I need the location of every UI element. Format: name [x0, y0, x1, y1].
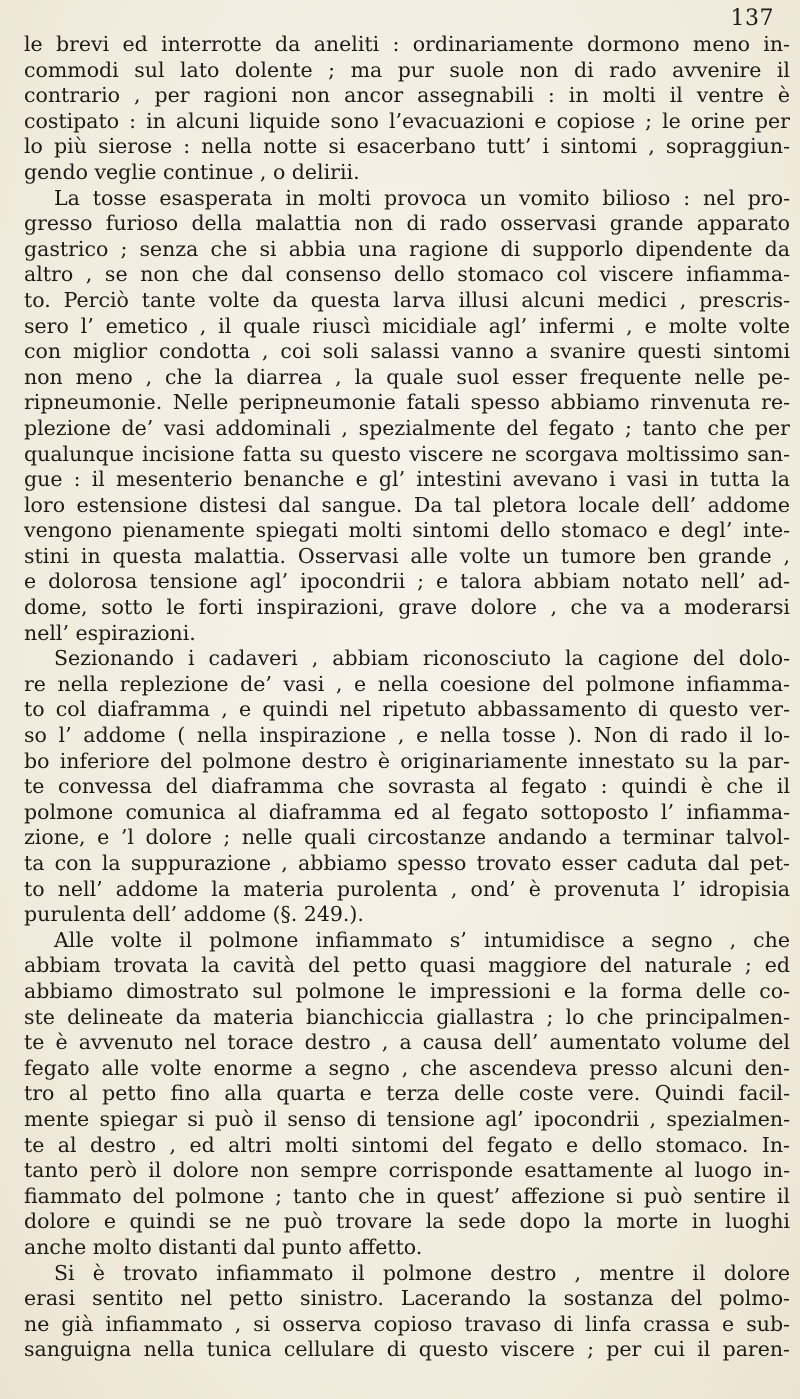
text-line: so l’ addome ( nella inspirazione , e nella tosse ). Non di rado il lo- — [24, 723, 790, 748]
text-line: non meno , che la diarrea , la quale suol esser frequente nelle pe- — [24, 364, 790, 389]
text-line: abbiam trovata la cavità del petto quasi maggiore del naturale ; ed — [24, 953, 790, 978]
text-line: te al destro , ed altri molti sintomi del fegato e dello stomaco. In- — [24, 1132, 790, 1157]
text-line: zione, e ’l dolore ; nelle quali circostanze andando a terminar talvol- — [24, 825, 790, 850]
text-line: fiammato del polmone ; tanto che in quest’ affezione si può sentire il — [24, 1183, 790, 1208]
text-line: plezione de’ vasi addominali , spezialmente del fegato ; tanto che per — [24, 415, 790, 440]
page-number: 137 — [730, 6, 774, 31]
text-line: te convessa del diaframma che sovrasta al fegato : quindi è che il — [24, 774, 790, 799]
text-line: tro al petto fino alla quarta e terza delle coste vere. Quindi facil- — [24, 1081, 790, 1106]
text-line: abbiamo dimostrato sul polmone le impressioni e la forma delle co- — [24, 978, 790, 1003]
text-line: le brevi ed interrotte da aneliti : ordinariamente dormono meno in- — [24, 32, 790, 56]
body-text — [24, 32, 790, 1363]
text-line: polmone comunica al diaframma ed al fegato sottoposto l’ infiamma- — [24, 799, 790, 824]
text-line: sero l’ emetico , il quale riuscì micidiale agl’ infermi , e molte volte — [24, 313, 790, 338]
text-line: altro , se non che dal consenso dello stomaco col viscere infiamma- — [24, 262, 790, 287]
text-line: dome, sotto le forti inspirazioni, grave dolore , che va a moderarsi — [24, 595, 790, 620]
text-line: te è avvenuto nel torace destro , a causa dell’ aumentato volume del — [24, 1030, 790, 1055]
text-line: Sezionando i cadaveri , abbiam riconosciuto la cagione del dolo- — [54, 646, 790, 671]
text-line: loro estensione distesi dal sangue. Da tal pletora locale dell’ addome — [24, 492, 790, 517]
text-line: to. Perciò tante volte da questa larva illusi alcuni medici , prescris- — [24, 287, 790, 312]
text-line: ne già infiammato , si osserva copioso travaso di linfa crassa e sub- — [24, 1311, 790, 1336]
text-line: dolore e quindi se ne può trovare la sede dopo la morte in luoghi — [24, 1209, 790, 1234]
text-line: erasi sentito nel petto sinistro. Lacerando la sostanza del polmo- — [24, 1286, 790, 1311]
text-line: to nell’ addome la materia purolenta , ond’ è provenuta l’ idropisia — [24, 876, 790, 901]
text-line: ste delineate da materia bianchiccia giallastra ; lo che principalmen- — [24, 1004, 790, 1029]
text-line: gendo veglie continue , o delirii. — [24, 159, 360, 184]
text-line: nell’ espirazioni. — [24, 620, 196, 645]
text-line: qualunque incisione fatta su questo viscere ne scorgava moltissimo san- — [24, 441, 790, 466]
text-line: ripneumonie. Nelle peripneumonie fatali spesso abbiamo rinvenuta re- — [24, 390, 790, 415]
text-line: e dolorosa tensione agl’ ipocondrii ; e talora abbiam notato nell’ ad- — [24, 569, 790, 594]
text-line: vengono pienamente spiegati molti sintomi dello stomaco e degl’ inte- — [24, 518, 790, 543]
text-line: purulenta dell’ addome (§. 249.). — [24, 902, 364, 927]
text-line: to col diaframma , e quindi nel ripetuto abbassamento di questo ver- — [24, 697, 790, 722]
text-line: con miglior condotta , coi soli salassi vanno a svanire questi sintomi — [24, 339, 790, 364]
text-line: anche molto distanti dal punto affetto. — [24, 1234, 423, 1259]
text-line: gresso furioso della malattia non di rado osservasi grande apparato — [24, 211, 790, 236]
text-line: costipato : in alcuni liquide sono l’evacuazioni e copiose ; le orine per — [24, 108, 790, 133]
text-line: ta con la suppurazione , abbiamo spesso trovato esser caduta dal pet- — [24, 851, 790, 875]
text-line: La tosse esasperata in molti provoca un vomito bilioso : nel pro- — [54, 185, 790, 210]
text-line: lo più sierose : nella notte si esacerbano tutt’ i sintomi , sopraggiun- — [24, 134, 790, 159]
text-line: mente spiegar si può il senso di tensione agl’ ipocondrii , spezialmen- — [24, 1106, 790, 1131]
text-line: bo inferiore del polmone destro è originariamente innestato su la par- — [24, 748, 790, 773]
text-line: Alle volte il polmone infiammato s’ intumidisce a segno , che — [54, 927, 790, 952]
text-line: commodi sul lato dolente ; ma pur suole non di rado avvenire il — [24, 57, 790, 82]
text-line: stini in questa malattia. Osservasi alle volte un tumore ben grande , — [24, 543, 790, 568]
text-line: tanto però il dolore non sempre corrisponde esattamente al luogo in- — [24, 1158, 790, 1183]
text-line: contrario , per ragioni non ancor assegnabili : in molti il ventre è — [24, 83, 790, 108]
text-line: re nella replezione de’ vasi , e nella coesione del polmone infiamma- — [24, 671, 790, 696]
text-line: fegato alle volte enorme a segno , che ascendeva presso alcuni den- — [24, 1055, 790, 1080]
text-line: sanguigna nella tunica cellulare di questo viscere ; per cui il paren- — [24, 1337, 790, 1362]
text-line: gue : il mesenterio benanche e gl’ intestini avevano i vasi in tutta la — [24, 467, 790, 492]
text-line: Si è trovato infiammato il polmone destro , mentre il dolore — [54, 1260, 790, 1285]
text-line: gastrico ; senza che si abbia una ragione di supporlo dipendente da — [24, 236, 790, 261]
